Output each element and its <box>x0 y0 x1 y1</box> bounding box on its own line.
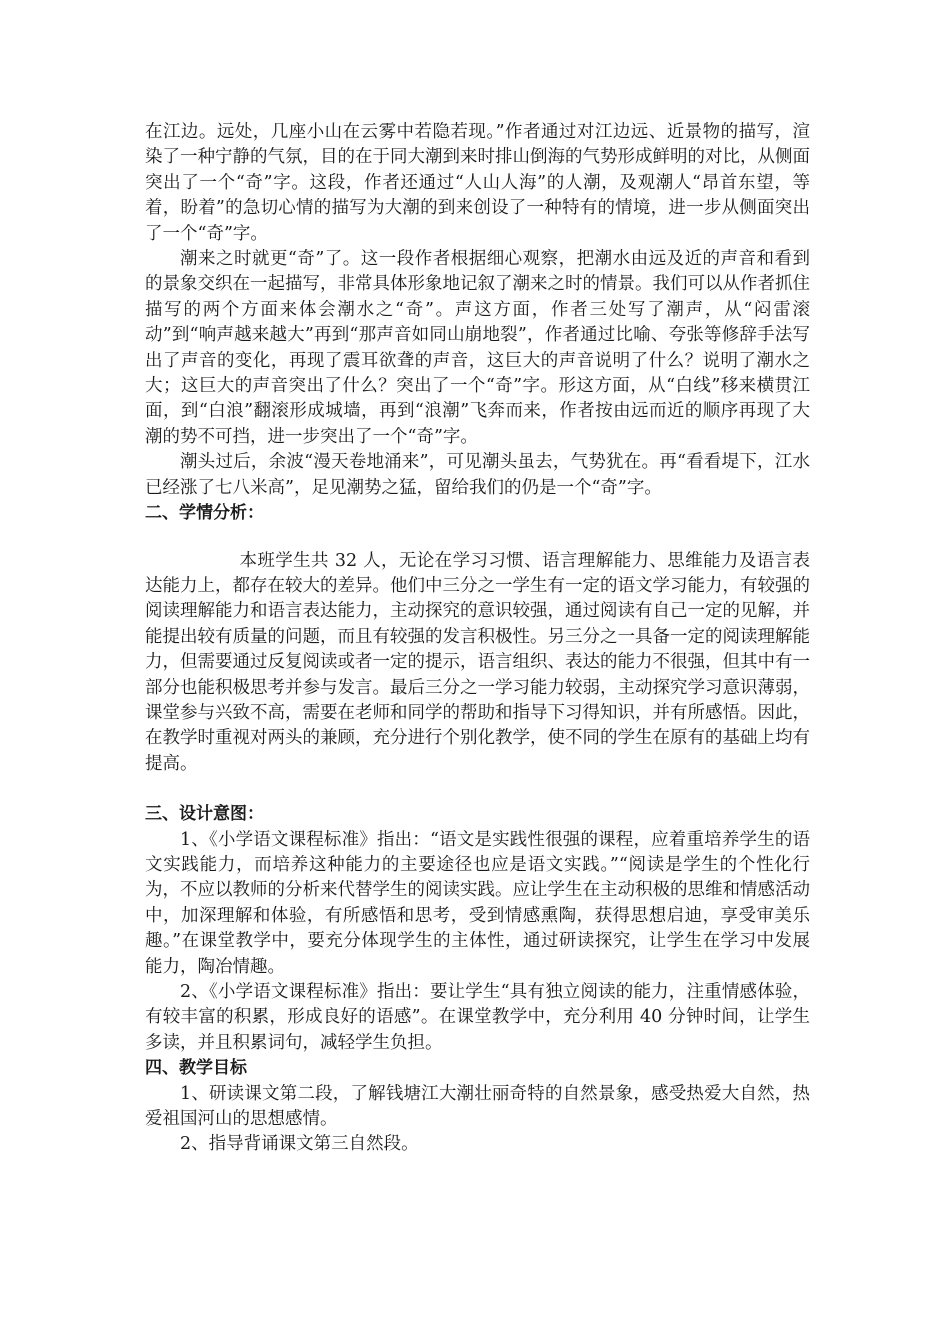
section-heading-teaching-goals: 四、教学目标 <box>145 1058 247 1079</box>
spacer <box>145 527 810 549</box>
section-heading-student-analysis: 二、学情分析： <box>145 503 264 524</box>
design-intent-paragraph-2: 2、《小学语文课程标准》指出：要让学生“具有独立阅读的能力，注重情感体验，有较丰富的积累，形成良好的语感”。在课堂教学中，充分利用 40 分钟时间，让学生多读，并且积累词句，减轻学生负担。 <box>145 982 810 1053</box>
teaching-goal-item-2: 2、指导背诵课文第三自然段。 <box>180 1134 419 1155</box>
intro-paragraph-1: 在江边。远处，几座小山在云雾中若隐若现。”作者通过对江边远、近景物的描写，渲染了一种宁静的气氛，目的在于同大潮到来时排山倒海的气势形成鲜明的对比，从侧面突出了一个“奇”字。这段，作者还通过“人山人海”的人潮，及观潮人“昂首东望，等着，盼着”的急切心情的描写为大潮的到来创设了一种特有的情境，进一步从侧面突出了一个“奇”字。 <box>145 122 810 244</box>
spacer <box>145 777 810 802</box>
intro-paragraph-3: 潮头过后，余波“漫天卷地涌来”，可见潮头虽去，气势犹在。再“看看堤下，江水已经涨了七八米高”，足见潮势之猛，留给我们的仍是一个“奇”字。 <box>145 452 810 498</box>
document-page <box>145 120 810 1158</box>
section-heading-design-intent: 三、设计意图： <box>145 804 264 825</box>
design-intent-paragraph-1: 1、《小学语文课程标准》指出：“语文是实践性很强的课程，应着重培养学生的语文实践能力，而培养这种能力的主要途径也应是语文实践。”“阅读是学生的个性化行为，不应以教师的分析来代替学生的阅读实践。应让学生在主动积极的思维和情感活动中，加深理解和体验，有所感悟和思考，受到情感熏陶，获得思想启迪，享受审美乐趣。”在课堂教学中，要充分体现学生的主体性，通过研读探究，让学生在学习中发展能力，陶冶情趣。 <box>145 829 810 977</box>
student-analysis-paragraph: 本班学生共 32 人，无论在学习习惯、语言理解能力、思维能力及语言表达能力上，都存在较大的差异。他们中三分之一学生有一定的语文学习能力，有较强的阅读理解能力和语言表达能力，主动探究的意识较强，通过阅读有自己一定的见解，并能提出较有质量的问题，而且有较强的发言积极性。另三分之一具备一定的阅读理解能力，但需要通过反复阅读或者一定的提示，语言组织、表达的能力不很强，但其中有一部分也能积极思考并参与发言。最后三分之一学习能力较弱，主动探究学习意识薄弱，课堂参与兴致不高，需要在老师和同学的帮助和指导下习得知识，并有所感悟。因此，在教学时重视对两头的兼顾，充分进行个别化教学，使不同的学生在原有的基础上均有提高。 <box>145 550 810 774</box>
intro-paragraph-2: 潮来之时就更“奇”了。这一段作者根据细心观察，把潮水由远及近的声音和看到的景象交织在一起描写，非常具体形象地记叙了潮来之时的情景。我们可以从作者抓住描写的两个方面来体会潮水之“奇”。声这方面，作者三处写了潮声，从“闷雷滚动”到“响声越来越大”再到“那声音如同山崩地裂”，作者通过比喻、夸张等修辞手法写出了声音的变化，再现了震耳欲聋的声音，这巨大的声音说明了什么？说明了潮水之大；这巨大的声音突出了什么？突出了一个“奇”字。形这方面，从“白线”移来横贯江面，到“白浪”翻滚形成城墙，再到“浪潮”飞奔而来，作者按由远而近的顺序再现了大潮的势不可挡，进一步突出了一个“奇”字。 <box>145 249 810 447</box>
teaching-goal-item-1: 1、研读课文第二段，了解钱塘江大潮壮丽奇特的自然景象，感受热爱大自然，热爱祖国河山的思想感情。 <box>145 1083 810 1130</box>
